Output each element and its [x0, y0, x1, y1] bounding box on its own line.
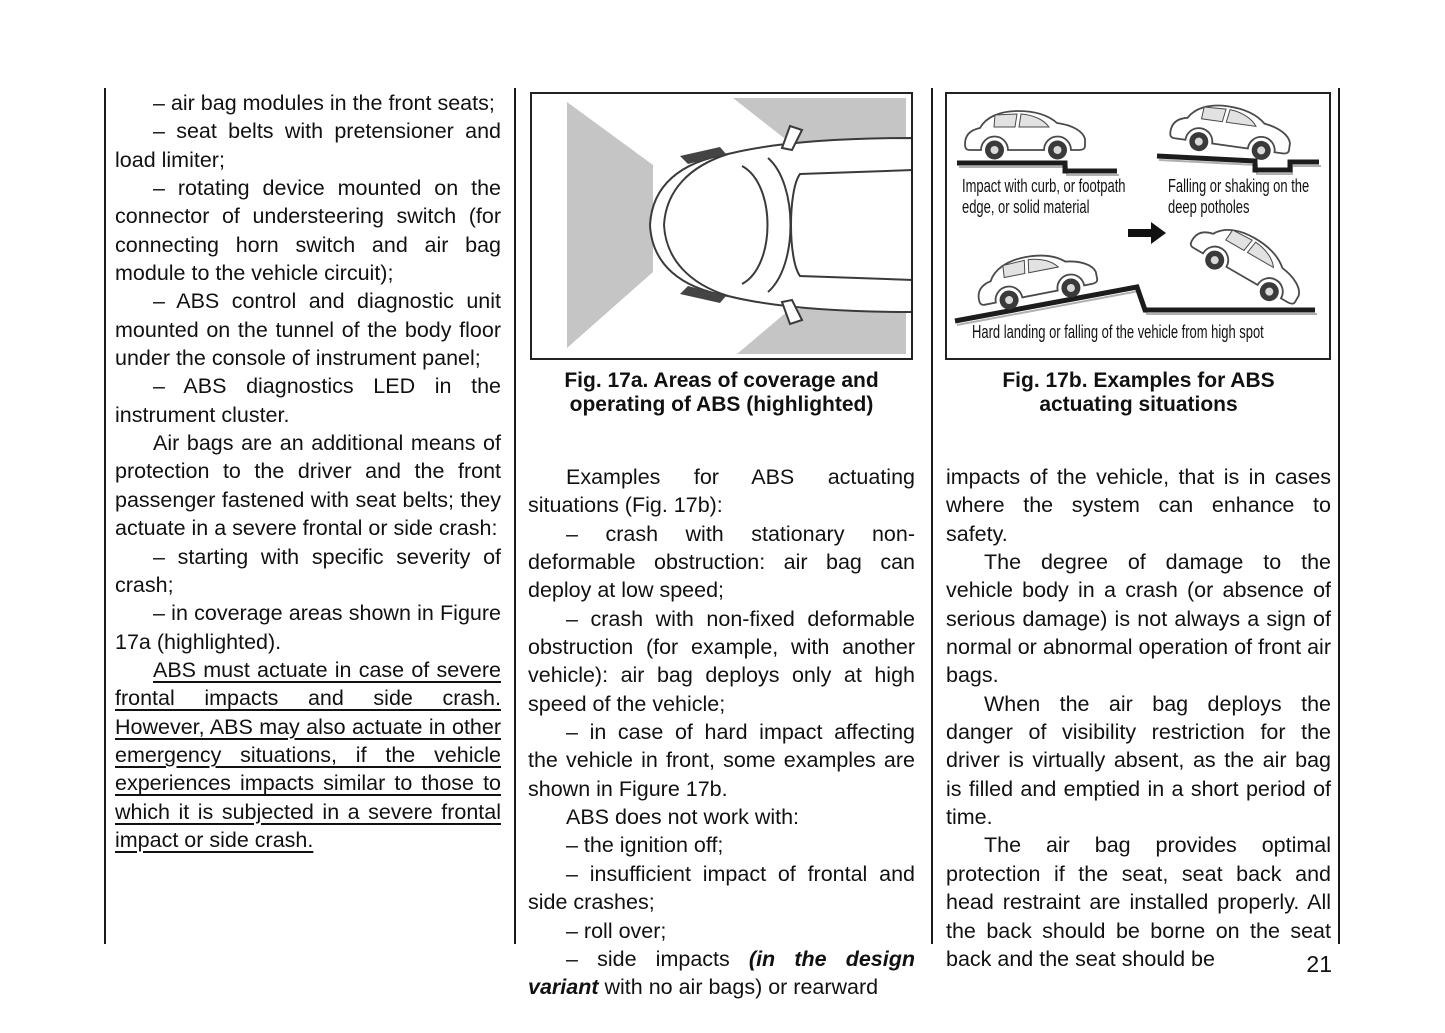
list-item: – in case of hard impact affecting the vehicle in front, some examples are shown in Figure 17b.: [528, 720, 915, 801]
text-column-3: [946, 463, 1331, 973]
list-item: – air bag modules in the front seats;: [153, 91, 495, 115]
list-item: – starting with specific severity of crash;: [115, 544, 501, 597]
label-curb-impact: Impact with curb, or footpath edge, or solid material: [962, 176, 1126, 217]
paragraph: impacts of the vehicle, that is in cases where the system can enhance to safety.: [946, 465, 1331, 546]
column-divider-1-2: [514, 88, 516, 944]
underlined-paragraph: ABS must actuate in case of severe frontal impacts and side crash. However, ABS may also actuate in other emergency situations, if the vehicle experiences impacts similar to those to which it is subjected in a severe frontal impact or side crash.: [115, 657, 501, 852]
column-divider-2-3: [931, 88, 933, 944]
list-item: – the ignition off;: [566, 833, 724, 858]
list-item: – ABS control and diagnostic unit mounted on the tunnel of the body floor under the console of instrument panel;: [115, 289, 501, 371]
caption-line: operating of ABS (highlighted): [569, 392, 874, 416]
list-item: – insufficient impact of frontal and side crashes;: [528, 861, 915, 915]
label-high-spot: Hard landing or falling of the vehicle from high spot: [972, 322, 1264, 342]
scene-hard-landing: [955, 212, 1317, 325]
abs-situations-illustration: [945, 92, 1331, 360]
list-item: – seat belts with pretensioner and load limiter;: [115, 119, 501, 172]
column-divider-left: [104, 88, 106, 944]
paragraph: The air bag provides optimal protection if the seat, seat back and head restraint are installed properly. All the back should be borne on the seat back and the seat should be: [946, 833, 1331, 971]
list-item: – roll over;: [566, 918, 667, 943]
label-potholes: Falling or shaking on the deep potholes: [1168, 176, 1310, 217]
page-number: 21: [1306, 951, 1332, 977]
paragraph: ABS does not work with:: [566, 805, 800, 830]
figure-17a-caption: [528, 369, 915, 417]
list-item: – crash with stationary non-deformable obstruction: air bag can deploy at low speed;: [528, 521, 915, 603]
figure-17b: [945, 92, 1331, 360]
paragraph: The degree of damage to the vehicle body in a crash (or absence of serious damage) is not always a sign of normal or abnormal operation of front air bags.: [946, 550, 1331, 688]
text-segment: – side impacts: [566, 946, 749, 971]
list-item: – crash with non-fixed deformable obstruction (for example, with another vehicle): air bag deploys only at high speed of the vehicle;: [528, 606, 915, 716]
list-item: – ABS diagnostics LED in the instrument cluster.: [115, 374, 501, 427]
figure-17a: [530, 92, 913, 360]
bold-italic-segment: (in the design variant: [528, 946, 915, 1000]
column-divider-right: [1338, 88, 1340, 944]
caption-line: actuating situations: [1039, 392, 1238, 416]
paragraph: Examples for ABS actuating situations (Fig. 17b):: [528, 465, 915, 518]
text-segment: with no air bags) or rearward: [598, 975, 879, 1000]
figure-17b-caption: [946, 369, 1331, 417]
list-item: – rotating device mounted on the connector of understeering switch (for connecting horn switch and air bag module to the vehicle circuit);: [115, 176, 501, 286]
caption-line: Fig. 17b. Examples for ABS: [1002, 369, 1275, 392]
scene-curb-impact: [957, 111, 1119, 175]
paragraph: Air bags are an additional means of protection to the driver and the front passenger fastened with seat belts; they actuate in a severe frontal or side crash:: [115, 431, 501, 541]
text-column-2: [528, 463, 915, 1002]
list-item: – in coverage areas shown in Figure 17a (highlighted).: [115, 601, 501, 654]
right-arrow-icon: [1128, 222, 1166, 244]
abs-coverage-illustration: [530, 92, 913, 360]
text-column-1: [115, 89, 501, 854]
list-item: [528, 945, 915, 1002]
paragraph: When the air bag deploys the danger of visibility restriction for the driver is virtually absent, as the air bag is filled and emptied in a short period of time.: [946, 691, 1331, 830]
car-top-view: [650, 126, 913, 324]
scene-pothole: [1157, 99, 1321, 174]
caption-line: Fig. 17a. Areas of coverage and: [564, 369, 879, 392]
